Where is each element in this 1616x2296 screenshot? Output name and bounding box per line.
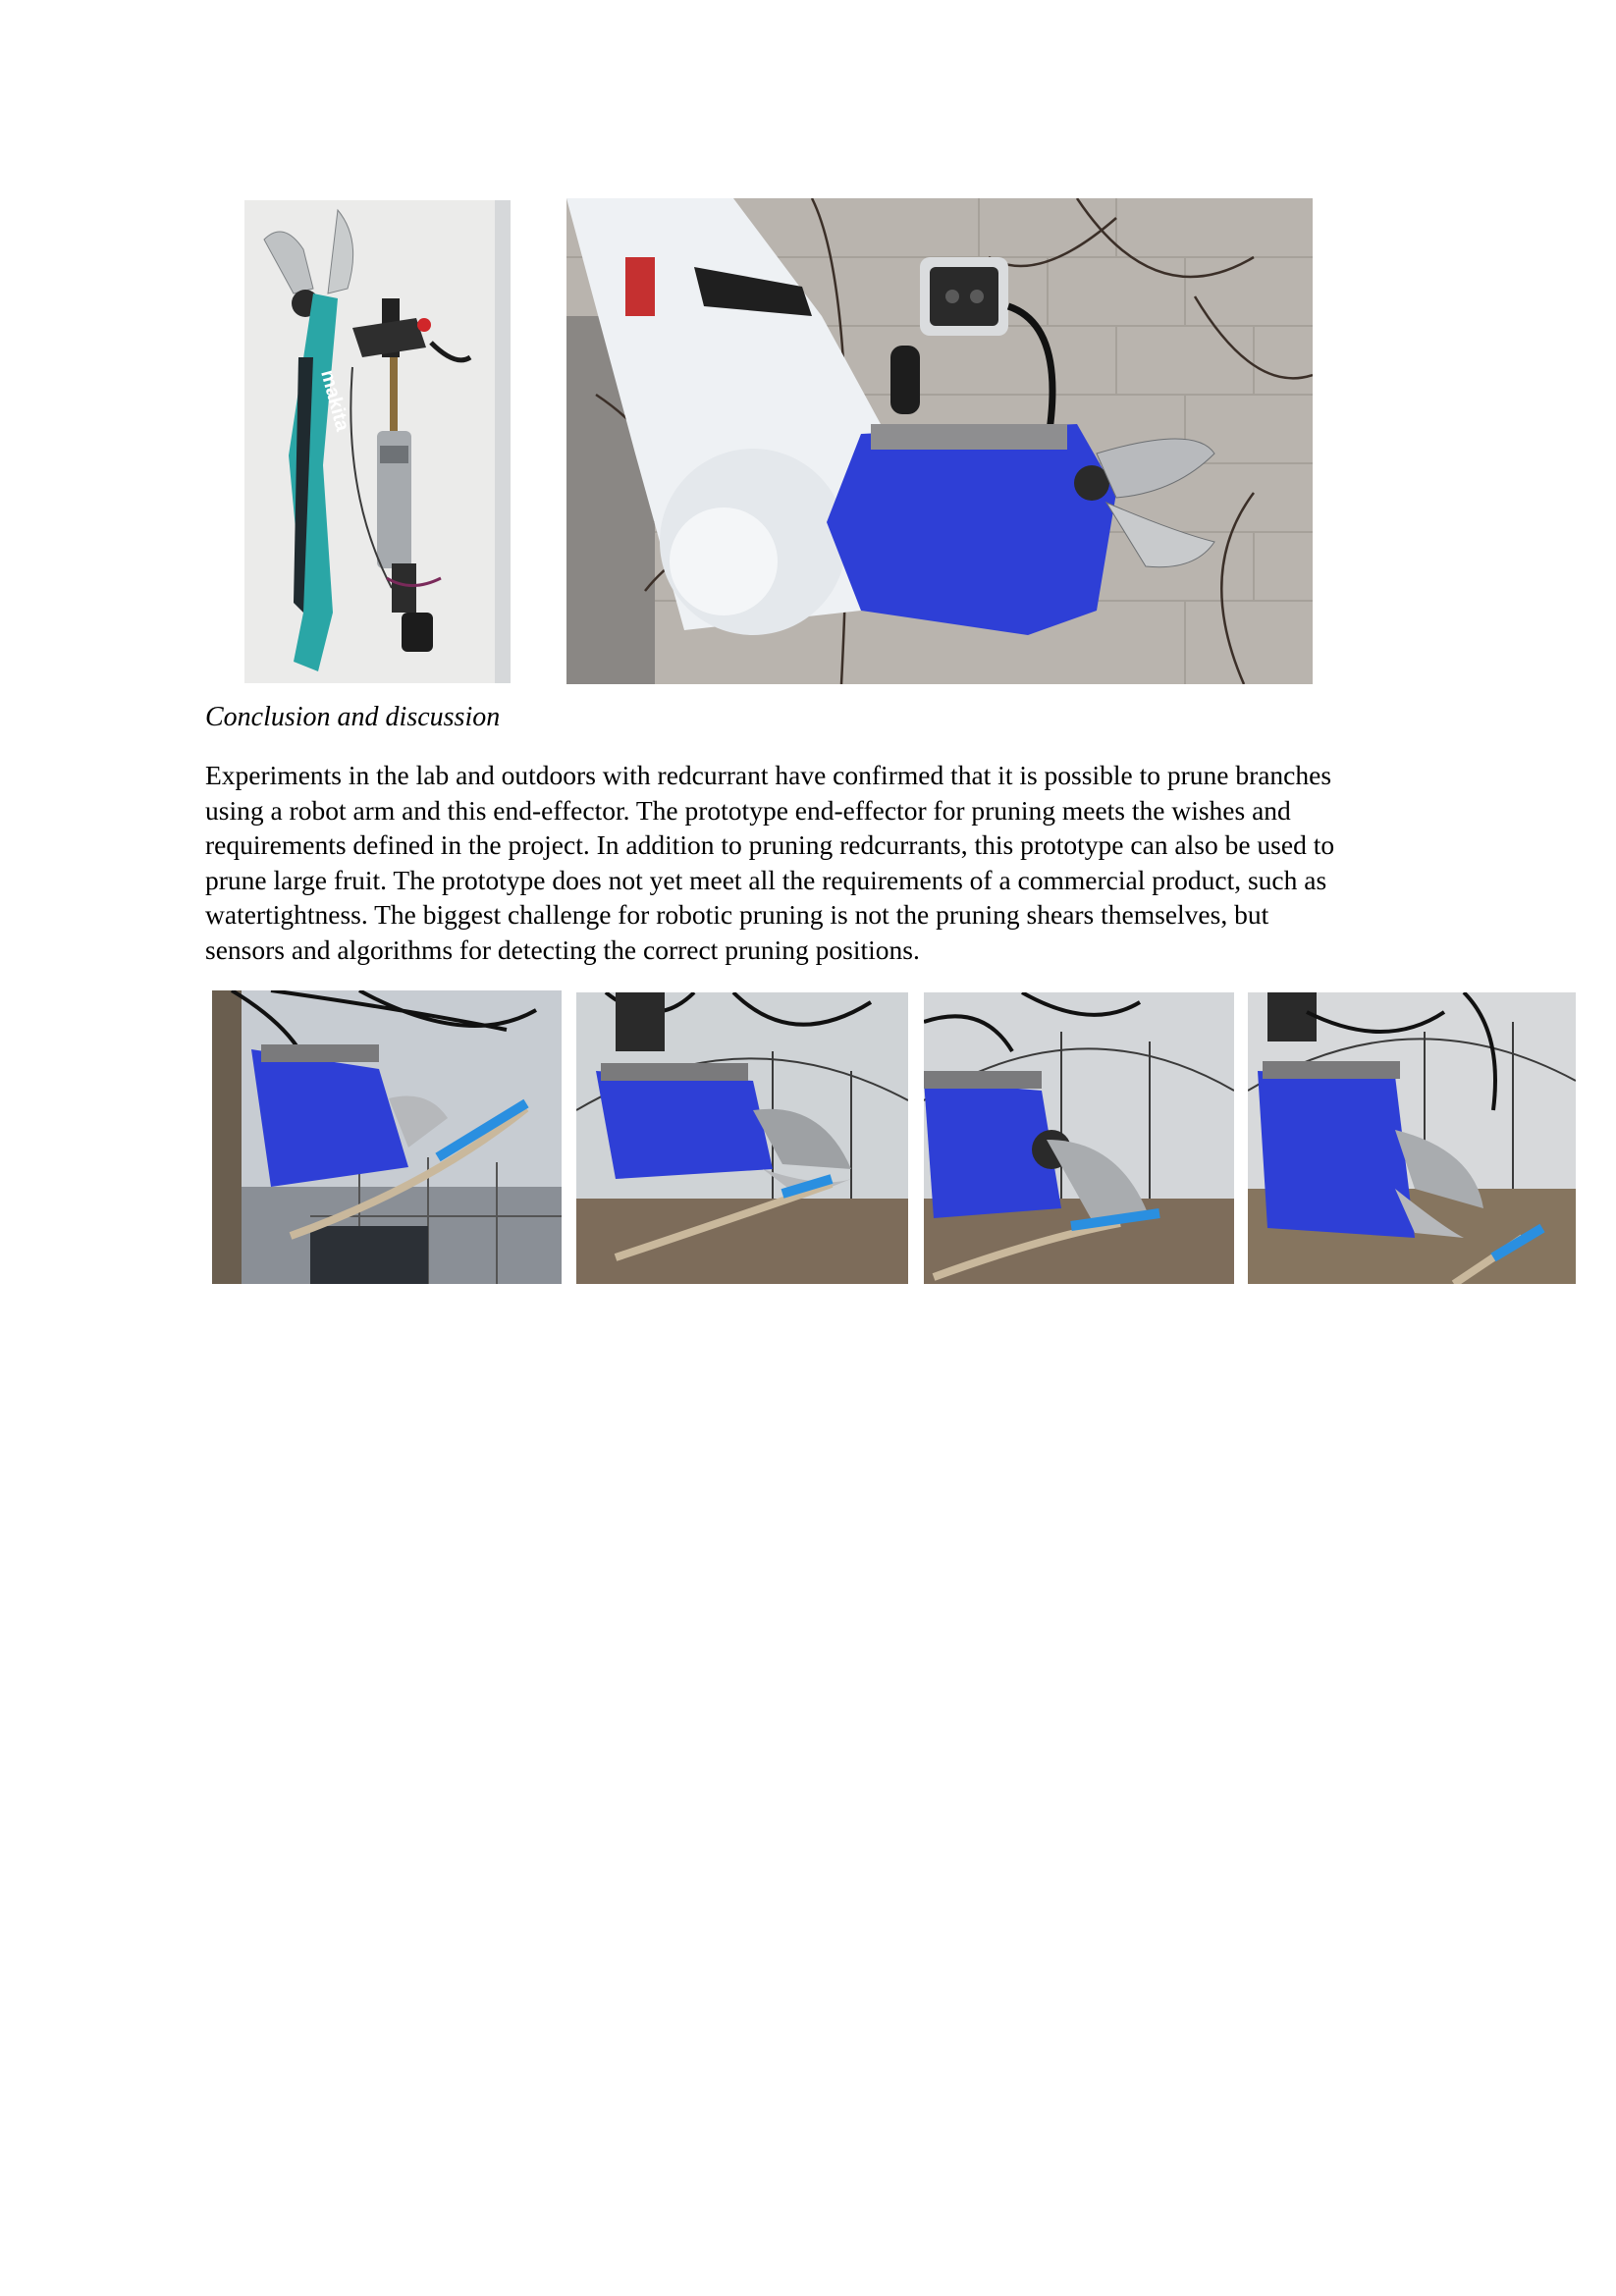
paragraph-line: requirements defined in the project. In addition to pruning redcurrants, this prototype can also be used to xyxy=(205,829,1335,860)
photo-robot-end-effector xyxy=(566,198,1313,684)
photo-sequence-4 xyxy=(1248,992,1576,1284)
makita-logo: makita xyxy=(316,367,353,434)
photo-pruning-shears-disassembled xyxy=(244,200,511,683)
paragraph-line: sensors and algorithms for detecting the correct pruning positions. xyxy=(205,934,920,965)
photo-sequence-3 xyxy=(924,992,1234,1284)
photo-sequence-2 xyxy=(576,992,908,1284)
paragraph-line: prune large fruit. The prototype does not yet meet all the requirements of a commercial product, such as xyxy=(205,864,1327,895)
paragraph-line: Experiments in the lab and outdoors with redcurrant have confirmed that it is possible to prune branches xyxy=(205,760,1332,790)
paragraph-line: using a robot arm and this end-effector. The prototype end-effector for pruning meets the wishes and xyxy=(205,794,1291,826)
photo-sequence-1 xyxy=(212,990,562,1284)
section-heading: Conclusion and discussion xyxy=(205,702,501,732)
paragraph-line: watertightness. The biggest challenge for robotic pruning is not the pruning shears themselves, but xyxy=(205,899,1269,930)
body-paragraph xyxy=(205,758,1472,967)
